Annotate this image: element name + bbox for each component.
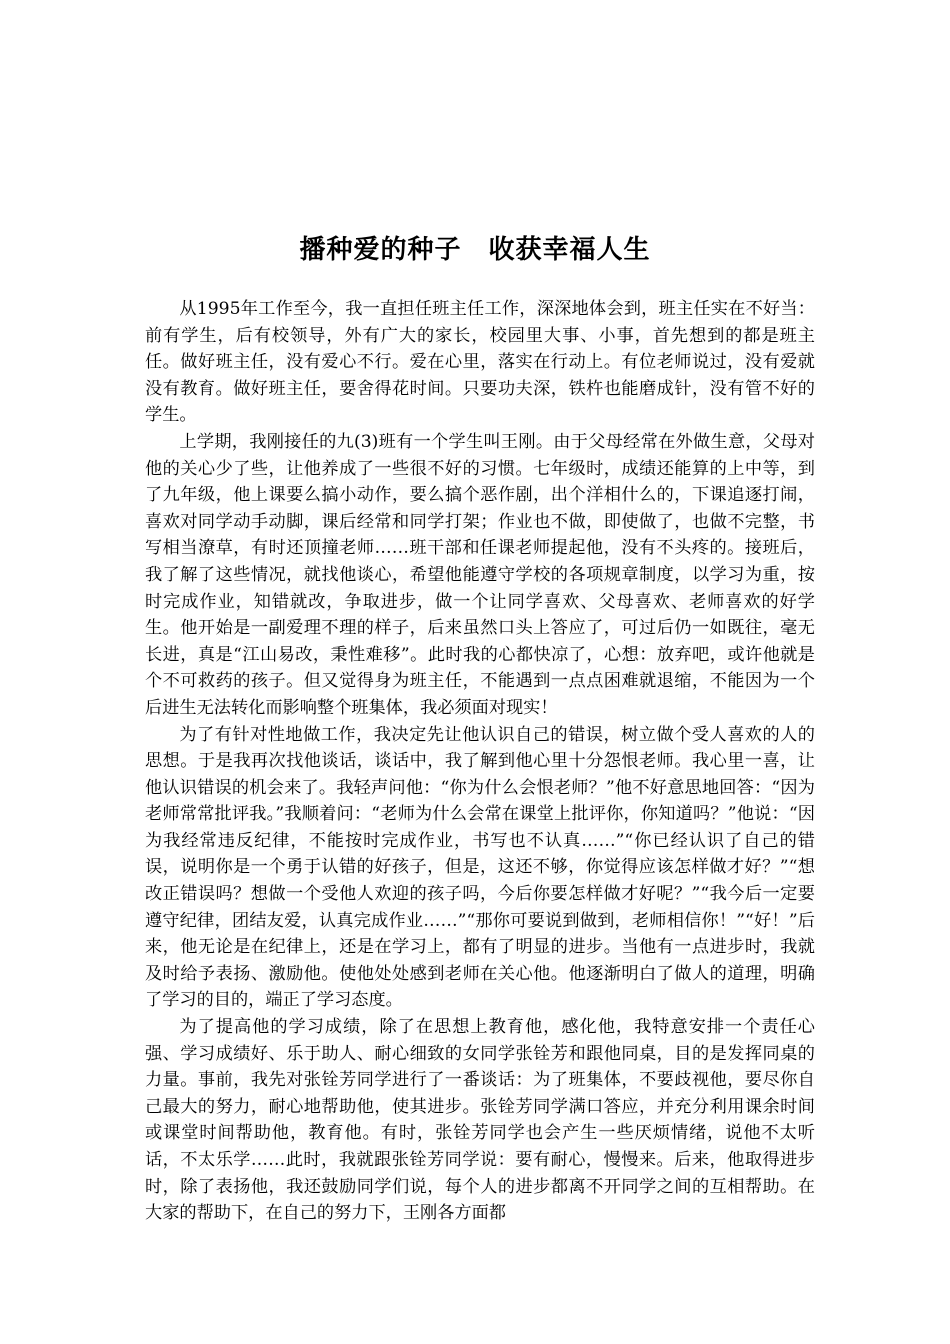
document-body <box>145 296 815 1227</box>
document-title: 播种爱的种子 收获幸福人生 <box>299 235 651 265</box>
paragraph: 从1995年工作至今，我一直担任班主任工作，深深地体会到，班主任实在不好当：前有学生，后有校领导，外有广大的家长，校园里大事、小事，首先想到的都是班主任。做好班主任，没有爱心不行。爱在心里，落实在行动上。有位老师说过，没有爱就没有教育。做好班主任，要舍得花时间。只要功夫深，铁杵也能磨成针，没有管不好的学生。 <box>145 299 815 426</box>
paragraph: 上学期，我刚接任的九(3)班有一个学生叫王刚。由于父母经常在外做生意，父母对他的关心少了些，让他养成了一些很不好的习惯。七年级时，成绩还能算的上中等，到了九年级，他上课要么搞小动作，要么搞个恶作剧，出个洋相什么的，下课追逐打闹，喜欢对同学动手动脚，课后经常和同学打架；作业也不做，即使做了，也做不完整，书写相当潦草，有时还顶撞老师……班干部和任课老师提起他，没有不头疼的。接班后，我了解了这些情况，就找他谈心，希望他能遵守学校的各项规章制度，以学习为重，按时完成作业，知错就改，争取进步，做一个让同学喜欢、父母喜欢、老师喜欢的好学生。他开始是一副爱理不理的样子，后来虽然口头上答应了，可过后仍一如既往，毫无长进，真是“江山易改，秉性难移”。此时我的心都快凉了，心想：放弃吧，或许他就是个不可救药的孩子。但又觉得身为班主任，不能遇到一点点困难就退缩，不能因为一个后进生无法转化而影响整个班集体，我必须面对现实！ <box>145 431 815 718</box>
paragraph: 为了有针对性地做工作，我决定先让他认识自己的错误，树立做个受人喜欢的人的思想。于是我再次找他谈话，谈话中，我了解到他心里十分怨恨老师。我心里一喜，让他认识错误的机会来了。我轻声问他：“你为什么会恨老师？”他不好意思地回答：“因为老师常常批评我。”我顺着问：“老师为什么会常在课堂上批评你，你知道吗？”他说：“因为我经常违反纪律，不能按时完成作业，书写也不认真……”“你已经认识了自己的错误，说明你是一个勇于认错的好孩子，但是，这还不够，你觉得应该怎样做才好？”“想改正错误吗？想做一个受他人欢迎的孩子吗，今后你要怎样做才好呢？”“我今后一定要遵守纪律，团结友爱，认真完成作业……”“那你可要说到做到，老师相信你！”“好！”后来，他无论是在纪律上，还是在学习上，都有了明显的进步。当他有一点进步时，我就及时给予表扬、激励他。使他处处感到老师在关心他。他逐渐明白了做人的道理，明确了学习的目的，端正了学习态度。 <box>145 724 815 1011</box>
paragraph: 为了提高他的学习成绩，除了在思想上教育他，感化他，我特意安排一个责任心强、学习成绩好、乐于助人、耐心细致的女同学张铨芳和跟他同桌，目的是发挥同桌的力量。事前，我先对张铨芳同学进行了一番谈话：为了班集体，不要歧视他，要尽你自己最大的努力，耐心地帮助他，使其进步。张铨芳同学满口答应，并充分利用课余时间或课堂时间帮助他，教育他。有时，张铨芳同学也会产生一些厌烦情绪，说他不太听话，不太乐学……此时，我就跟张铨芳同学说：要有耐心，慢慢来。后来，他取得进步时，除了表扬他，我还鼓励同学们说，每个人的进步都离不开同学之间的互相帮助。在大家的帮助下，在自己的努力下，王刚各方面都 <box>145 1017 815 1224</box>
